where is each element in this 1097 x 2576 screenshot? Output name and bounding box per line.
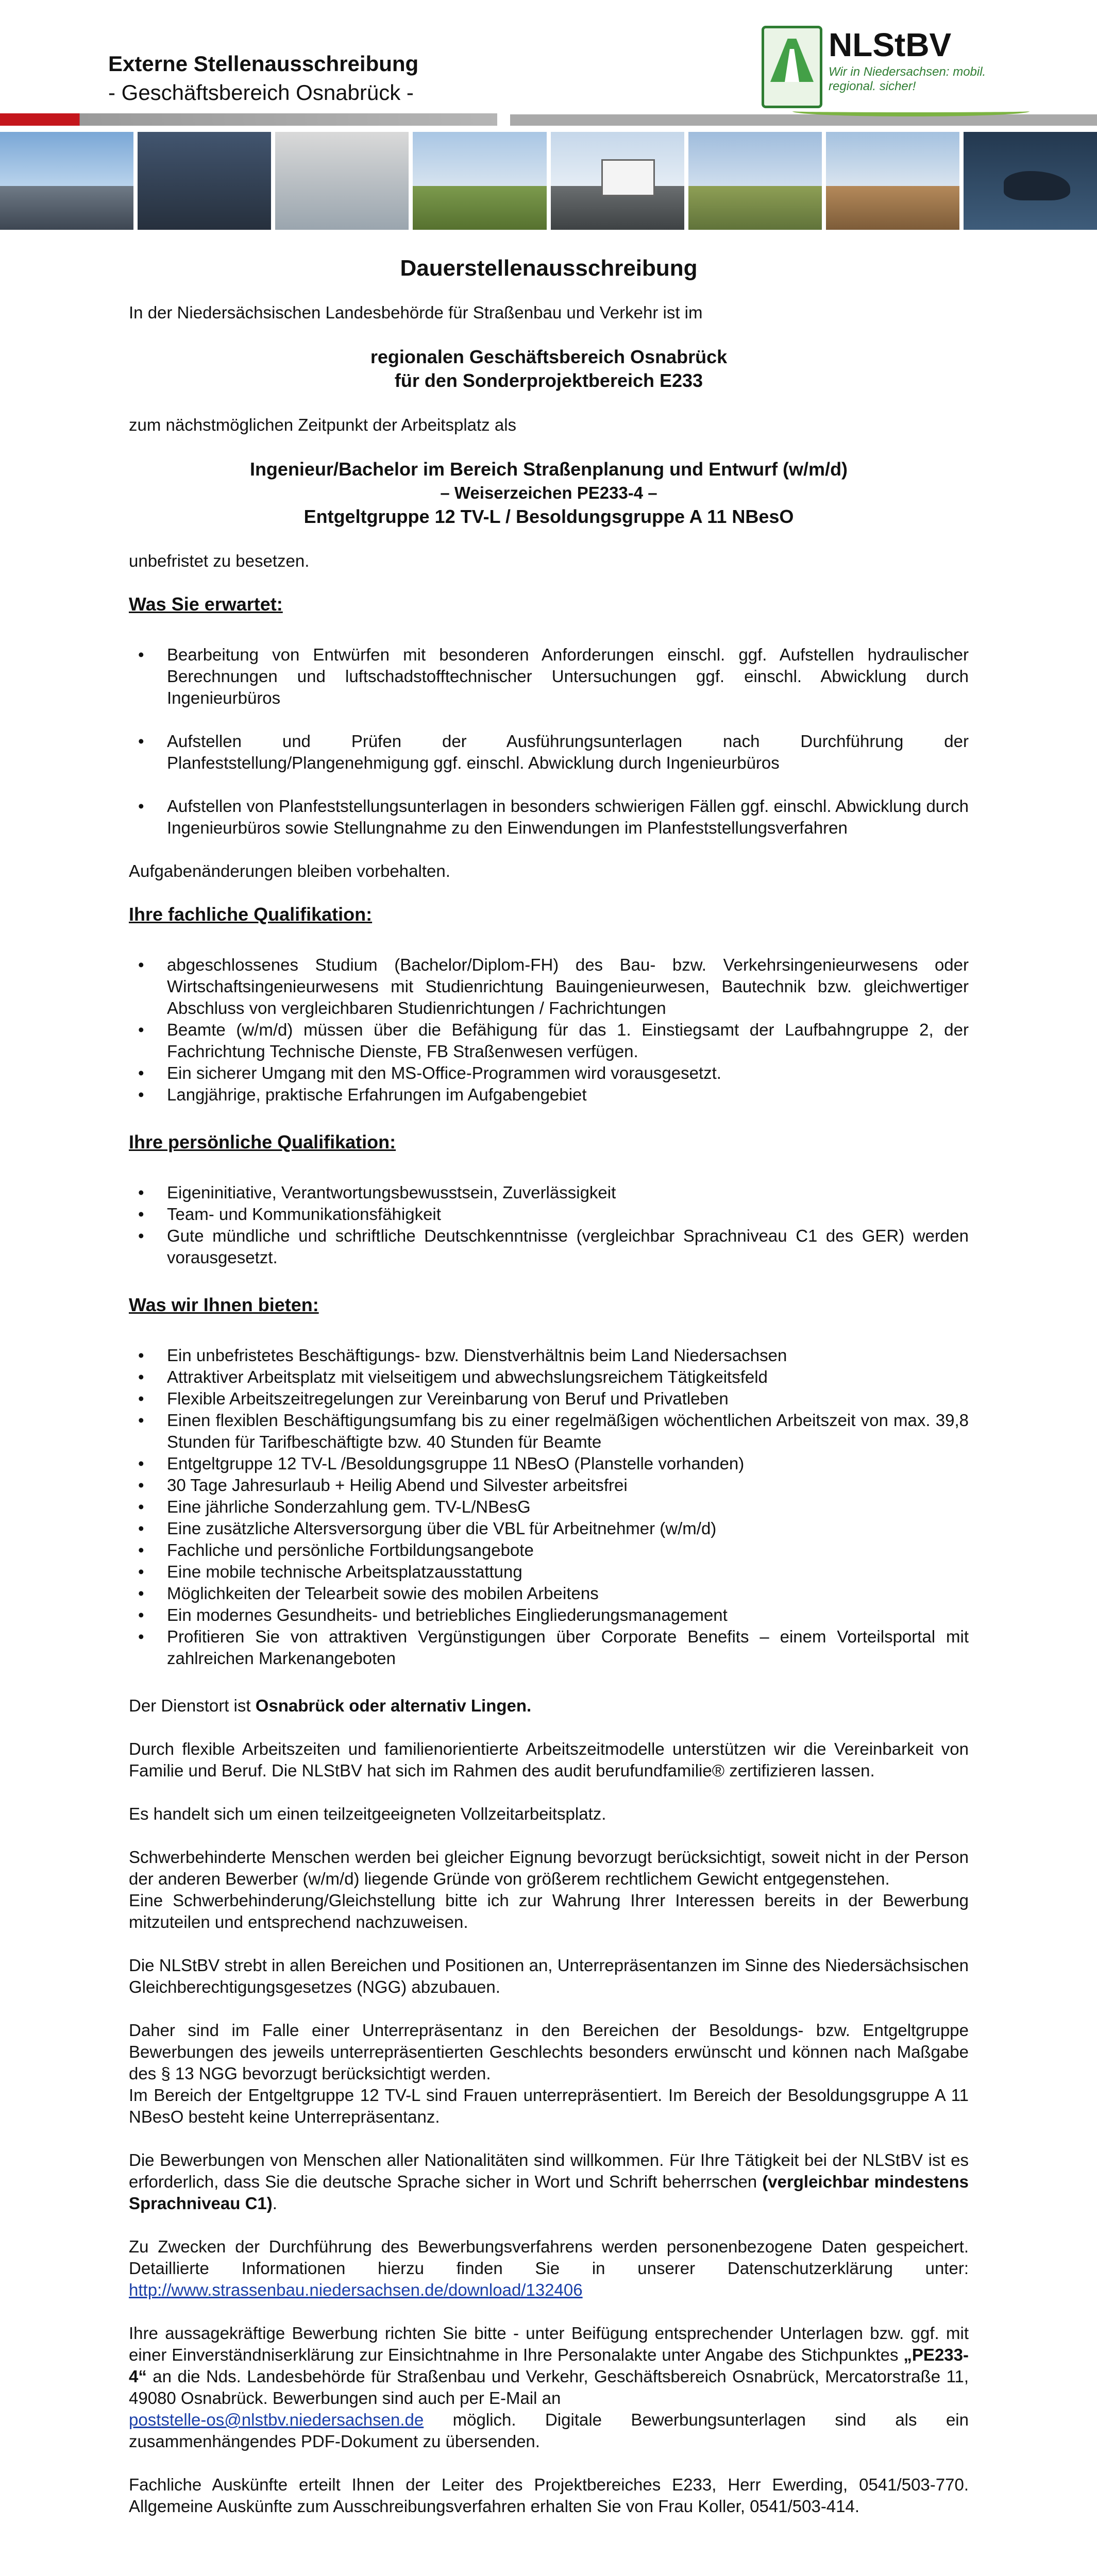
photo-control-room xyxy=(138,132,271,230)
header-title: Externe Stellenausschreibung xyxy=(108,52,419,76)
location-value: Osnabrück oder alternativ Lingen. xyxy=(255,1696,532,1715)
list-item: • Eigeninitiative, Verantwortungsbewusstsein, Zuverlässigkeit xyxy=(129,1182,969,1204)
equality-text: Die NLStBV strebt in allen Bereichen und Positionen an, Unterrepräsentanzen im Sinne des Niedersächsischen Gleichberechtigungsgesetzes (NGG) abzubauen. xyxy=(129,1956,969,1996)
photo-road-works xyxy=(826,132,959,230)
photo-country-road xyxy=(413,132,546,230)
disabled-text-1: Schwerbehinderte Menschen werden bei gleicher Eignung bevorzugt berücksichtigt, soweit nicht in der Person der anderen Bewerber (w/m/d) liegende Gründe von größerem rechtlichem Gewicht entgegenstehen. xyxy=(129,1848,969,1888)
apply-tail: möglich. Digitale Bewerbungsunterlagen sind als ein zusammenhängendes PDF-Dokument zu übersenden. xyxy=(129,2410,969,2451)
list-item: • Profitieren Sie von attraktiven Vergünstigungen über Corporate Benefits – einem Vorteilsportal mit zahlreichen Markenangeboten xyxy=(129,1626,969,1669)
privacy-link[interactable]: http://www.strassenbau.niedersachsen.de/download/132406 xyxy=(129,2280,583,2299)
offer-list xyxy=(129,1345,969,1669)
professional-list xyxy=(129,954,969,1106)
list-item: • Aufstellen von Planfeststellungsunterlagen in besonders schwierigen Fällen ggf. einschl. Abwicklung durch Ingenieurbüros sowie Stellungnahme zu den Einwendungen im Planfeststellungsverfahren xyxy=(129,795,969,839)
intro-text: In der Niedersächsischen Landesbehörde für Straßenbau und Verkehr ist im xyxy=(129,303,703,322)
privacy-text xyxy=(129,2236,969,2301)
nationality-text xyxy=(129,2149,969,2214)
list-item: • Eine jährliche Sonderzahlung gem. TV-L/NBesG xyxy=(129,1496,969,1518)
changes-text: Aufgabenänderungen bleiben vorbehalten. xyxy=(129,861,450,880)
location-text xyxy=(129,1695,969,1717)
photo-strip xyxy=(0,132,1097,230)
nationality-suffix: . xyxy=(272,2194,277,2213)
list-item: • Flexible Arbeitszeitregelungen zur Vereinbarung von Beruf und Privatleben xyxy=(129,1388,969,1410)
list-item: • Entgeltgruppe 12 TV-L /Besoldungsgruppe 11 NBesO (Planstelle vorhanden) xyxy=(129,1453,969,1475)
position-pay-grade: Entgeltgruppe 12 TV-L / Besoldungsgruppe A 11 NBesO xyxy=(303,506,794,527)
apply-text xyxy=(129,2323,969,2452)
list-item: • abgeschlossenes Studium (Bachelor/Diplom-FH) des Bau- bzw. Verkehrsingenieurwesens oder Wirtschaftsingenieurwesens mit Studienrichtung Bauingenieurwesen, Bautechnik bzw. gleichwertiger Abschluss von vergleichbaren Studienrichtungen / Fachrichtungen xyxy=(129,954,969,1019)
list-item: • Aufstellen und Prüfen der Ausführungsunterlagen nach Durchführung der Planfeststellung/Plangenehmigung ggf. einschl. Abwicklung durch Ingenieurbüros xyxy=(129,731,969,774)
contact-text: Fachliche Auskünfte erteilt Ihnen der Leiter des Projektbereiches E233, Herr Ewerding, 0541/503-770. Allgemeine Auskünfte zum Ausschreibungsverfahren erhalten Sie von Frau Koller, 0541/503-414. xyxy=(129,2475,969,2516)
list-item: • Einen flexiblen Beschäftigungsumfang bis zu einer regelmäßigen wöchentlichen Arbeitszeit von max. 39,8 Stunden für Tarifbeschäftigte bzw. 40 Stunden für Beamte xyxy=(129,1410,969,1453)
position-reference: – Weiserzeichen PE233-4 – xyxy=(440,483,657,502)
photo-bridge xyxy=(0,132,133,230)
list-item: • Team- und Kommunikationsfähigkeit xyxy=(129,1204,969,1225)
location-prefix: Der Dienstort ist xyxy=(129,1696,256,1715)
list-item: • Fachliche und persönliche Fortbildungsangebote xyxy=(129,1539,969,1561)
list-item: • Attraktiver Arbeitsplatz mit vielseitigem und abwechslungsreichem Tätigkeitsfeld xyxy=(129,1366,969,1388)
list-item: • Eine mobile technische Arbeitsplatzausstattung xyxy=(129,1561,969,1583)
header-subtitle: - Geschäftsbereich Osnabrück - xyxy=(108,80,414,105)
section-personal-heading: Ihre persönliche Qualifikation: xyxy=(129,1131,396,1153)
unit-line-2: für den Sonderprojektbereich E233 xyxy=(394,370,703,391)
nlstbv-emblem-icon xyxy=(762,26,822,108)
header-rule-left xyxy=(0,113,497,126)
list-item: • Langjährige, praktische Erfahrungen im Aufgabengebiet xyxy=(129,1084,969,1106)
photo-sign xyxy=(551,132,684,230)
document-title: Dauerstellenausschreibung xyxy=(400,256,698,281)
nlstbv-logo xyxy=(762,26,1030,116)
earliest-text: zum nächstmöglichen Zeitpunkt der Arbeitsplatz als xyxy=(129,415,517,434)
photo-helicopter xyxy=(964,132,1097,230)
list-item: • Bearbeitung von Entwürfen mit besonderen Anforderungen einschl. ggf. Aufstellen hydraulischer Berechnungen und luftschadstofftechnischer Untersuchungen ggf. einschl. Abwicklung durch Ingenieurbüros xyxy=(129,644,969,709)
logo-name: NLStBV xyxy=(829,26,952,63)
apply-address: an die Nds. Landesbehörde für Straßenbau und Verkehr, Geschäftsbereich Osnabrück, Mercatorstraße 11, 49080 Osnabrück. Bewerbungen sind auch per E-Mail an xyxy=(129,2367,969,2408)
list-item: • Gute mündliche und schriftliche Deutschkenntnisse (vergleichbar Sprachniveau C1 des GER) werden vorausgesetzt. xyxy=(129,1225,969,1268)
apply-reference: „PE233-4“ xyxy=(129,2345,969,2386)
apply-prefix: Ihre aussagekräftige Bewerbung richten Sie bitte - unter Beifügung entsprechender Unterlagen bzw. ggf. mit einer Einverständniserklärung zur Einsichtnahme in Ihre Personalakte unter Angabe des Stichpunktes xyxy=(129,2324,969,2364)
document-body xyxy=(129,258,969,2539)
privacy-prefix: Zu Zwecken der Durchführung des Bewerbungsverfahrens werden personenbezogene Daten gespeichert. Detaillierte Informationen hierzu finden Sie in unserer Datenschutzerklärung unter: xyxy=(129,2237,969,2278)
disabled-text-2: Eine Schwerbehinderung/Gleichstellung bitte ich zur Wahrung Ihrer Interessen bereits in der Bewerbung mitzuteilen und entsprechend nachzuweisen. xyxy=(129,1891,969,1931)
list-item: • Möglichkeiten der Telearbeit sowie des mobilen Arbeitens xyxy=(129,1583,969,1604)
list-item: • Eine zusätzliche Altersversorgung über die VBL für Arbeitnehmer (w/m/d) xyxy=(129,1518,969,1539)
underrep-text-2: Im Bereich der Entgeltgruppe 12 TV-L sind Frauen unterrepräsentiert. Im Bereich der Besoldungsgruppe A 11 NBesO besteht keine Unterrepräsentanz. xyxy=(129,2086,969,2126)
nationality-prefix: Die Bewerbungen von Menschen aller Nationalitäten sind willkommen. Für Ihre Tätigkeit bei der NLStBV ist es erforderlich, dass Sie die deutsche Sprache sicher in Wort und Schrift beherrschen xyxy=(129,2150,969,2191)
position-title: Ingenieur/Bachelor im Bereich Straßenplanung und Entwurf (w/m/d) xyxy=(249,459,848,480)
unlimited-text: unbefristet zu besetzen. xyxy=(129,551,310,570)
list-item: • 30 Tage Jahresurlaub + Heilig Abend und Silvester arbeitsfrei xyxy=(129,1475,969,1496)
list-item: • Beamte (w/m/d) müssen über die Befähigung für das 1. Einstiegsamt der Laufbahngruppe 2, der Fachrichtung Technische Dienste, FB Straßenwesen verfügen. xyxy=(129,1019,969,1062)
section-offer-heading: Was wir Ihnen bieten: xyxy=(129,1294,319,1315)
list-item: • Ein unbefristetes Beschäftigungs- bzw. Dienstverhältnis beim Land Niedersachsen xyxy=(129,1345,969,1366)
logo-slogan: Wir in Niedersachsen: mobil. regional. sicher! xyxy=(829,65,986,93)
unit-line-1: regionalen Geschäftsbereich Osnabrück xyxy=(370,346,728,367)
photo-construction-site xyxy=(688,132,822,230)
family-text: Durch flexible Arbeitszeiten und familienorientierte Arbeitszeitmodelle unterstützen wir die Vereinbarkeit von Familie und Beruf. Die NLStBV hat sich im Rahmen des audit berufundfamilie® zertifizieren lassen. xyxy=(129,1739,969,1780)
apply-email-link[interactable]: poststelle-os@nlstbv.niedersachsen.de xyxy=(129,2410,424,2429)
expect-list xyxy=(129,644,969,839)
section-expect-heading: Was Sie erwartet: xyxy=(129,594,283,615)
underrep-text-1: Daher sind im Falle einer Unterrepräsentanz in den Bereichen der Besoldungs- bzw. Entgeltgruppe Bewerbungen des jeweils unterrepräsentierten Geschlechts besonders erwünscht und können nach Maßgabe des § 13 NGG bevorzugt berücksichtigt werden. xyxy=(129,2021,969,2083)
photo-noise-barrier xyxy=(275,132,409,230)
nationality-language-level: (vergleichbar mindestens Sprachniveau C1) xyxy=(129,2172,969,2213)
logo-swoosh xyxy=(792,106,1030,116)
list-item: • Ein modernes Gesundheits- und betriebliches Eingliederungsmanagement xyxy=(129,1604,969,1626)
personal-list xyxy=(129,1182,969,1268)
section-professional-heading: Ihre fachliche Qualifikation: xyxy=(129,904,373,925)
list-item: • Ein sicherer Umgang mit den MS-Office-Programmen wird vorausgesetzt. xyxy=(129,1062,969,1084)
page-header xyxy=(0,0,1097,129)
parttime-text: Es handelt sich um einen teilzeitgeeigneten Vollzeitarbeitsplatz. xyxy=(129,1804,606,1823)
